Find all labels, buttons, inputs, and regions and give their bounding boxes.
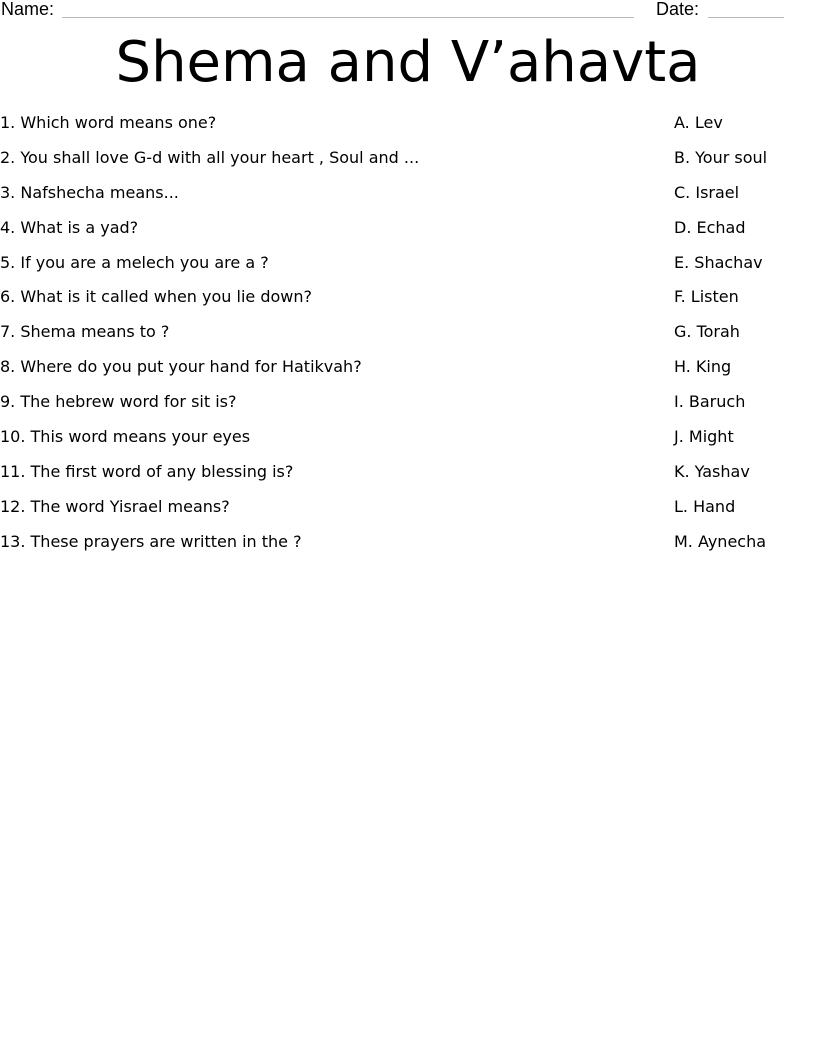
answer-item: L. Hand (674, 496, 736, 516)
question-item: 12. The word Yisrael means? (0, 496, 230, 516)
answer-item: A. Lev (674, 113, 723, 132)
answer-item: E. Shachav (674, 252, 763, 272)
answer-list (674, 112, 814, 566)
page-title: Shema and V’ahavta (115, 30, 701, 95)
question-item: 7. Shema means to ? (0, 322, 170, 342)
question-item: 4. What is a yad? (0, 217, 139, 237)
name-line (62, 17, 634, 18)
question-item: 6. What is it called when you lie down? (0, 287, 312, 307)
question-item: 3. Nafshecha means... (0, 182, 179, 202)
question-item: 11. The first word of any blessing is? (0, 461, 294, 481)
date-line (708, 17, 784, 18)
question-item: 9. The hebrew word for sit is? (0, 392, 237, 412)
answer-item: G. Torah (674, 322, 740, 342)
question-item: 8. Where do you put your hand for Hatikvah? (0, 357, 362, 377)
question-item: 10. This word means your eyes (0, 427, 251, 447)
date-label: Date: (656, 0, 700, 19)
question-item: 2. You shall love G-d with all your heart , Soul and ... (0, 147, 420, 167)
question-item: 5. If you are a melech you are a ? (0, 252, 269, 272)
question-list (0, 112, 640, 566)
answer-item: C. Israel (674, 182, 740, 202)
answer-item: K. Yashav (674, 461, 750, 481)
answer-item: H. King (674, 357, 732, 377)
answer-item: M. Aynecha (674, 531, 767, 551)
worksheet-header (0, 0, 816, 24)
answer-item: B. Your soul (674, 147, 768, 167)
answer-item: F. Listen (674, 287, 739, 307)
answer-item: D. Echad (674, 217, 746, 237)
name-label: Name: (1, 0, 55, 19)
question-item: 1. Which word means one? (0, 113, 217, 132)
question-item: 13. These prayers are written in the ? (0, 531, 302, 551)
answer-item: I. Baruch (674, 392, 746, 412)
answer-item: J. Might (674, 427, 734, 447)
